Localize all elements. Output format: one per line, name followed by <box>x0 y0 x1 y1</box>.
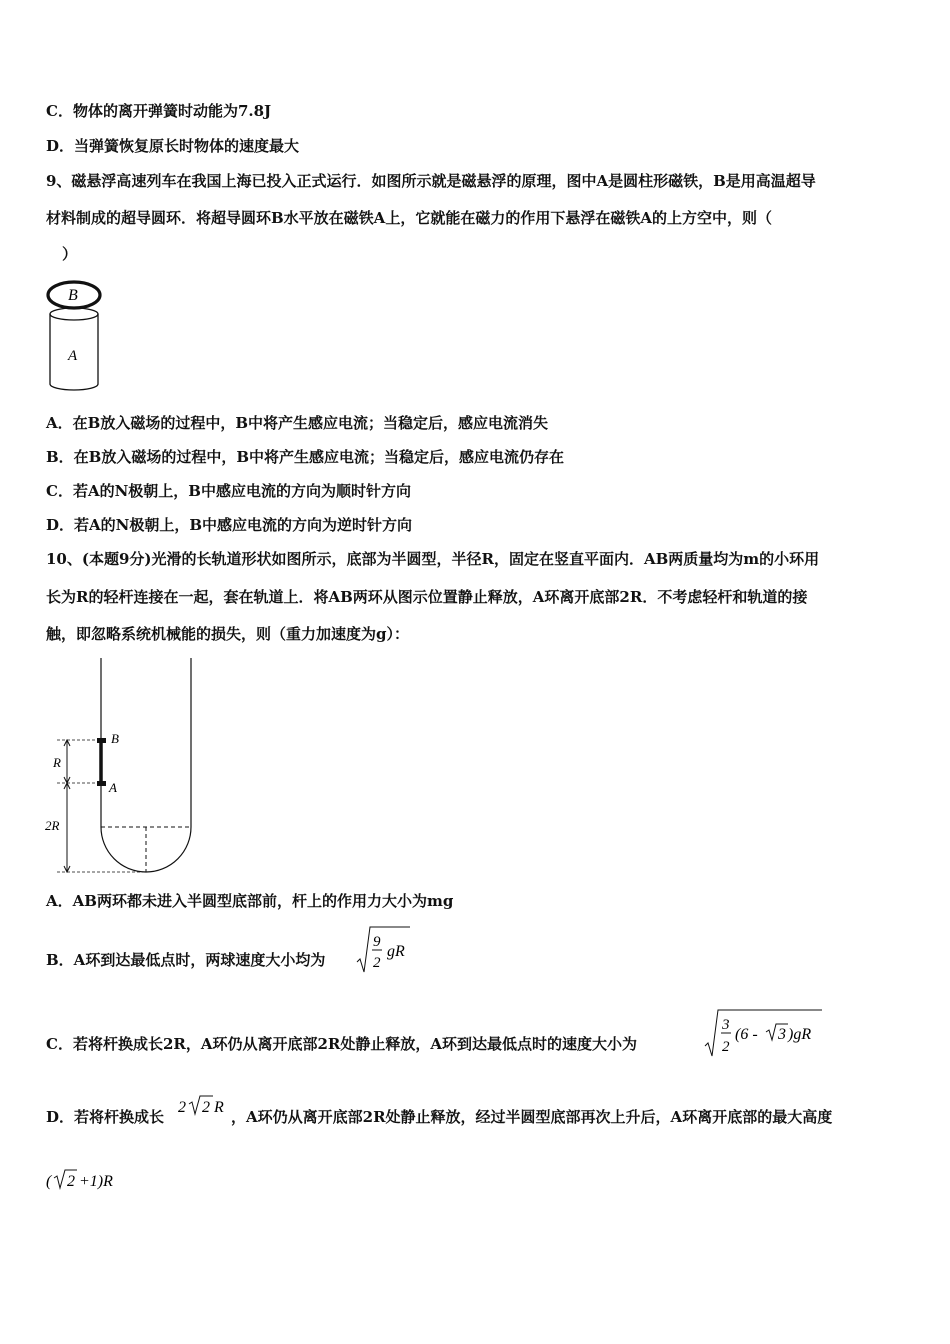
q9-magnet-figure <box>46 278 106 398</box>
ring-b-marker <box>97 738 106 743</box>
svg-text:(: ( <box>46 1173 52 1190</box>
q10-option-a: A．AB两环都未进入半圆型底部前，杆上的作用力大小为mg <box>46 892 454 910</box>
q10-option-c-formula <box>704 1006 828 1060</box>
q10-option-d-length <box>176 1092 240 1122</box>
q9-option-d: D．若A的N极朝上，B中感应电流的方向为逆时针方向 <box>46 516 413 534</box>
prev-option-c: C．物体的离开弹簧时动能为7.8J <box>46 102 272 120</box>
svg-text:3: 3 <box>722 1017 730 1033</box>
svg-text:R: R <box>214 1099 224 1116</box>
magnet-a-top <box>50 308 98 320</box>
q10-track-figure <box>40 656 210 881</box>
fig10-label-a: A <box>109 780 117 795</box>
svg-text:gR: gR <box>387 943 405 960</box>
fig10-label-2r: 2R <box>45 818 60 833</box>
q9-stem-line1: 9、磁悬浮高速列车在我国上海已投入正式运行．如图所示就是磁悬浮的原理，图中A是圆柱形磁铁，B是用高温超导 <box>46 172 816 190</box>
fig9-label-b: B <box>68 287 78 304</box>
fig9-label-a: A <box>68 348 78 364</box>
svg-text:2: 2 <box>202 1099 210 1116</box>
svg-text:2: 2 <box>373 955 381 971</box>
ring-a-marker <box>97 781 106 786</box>
q9-stem-line2: 材料制成的超导圆环．将超导圆环B水平放在磁铁A上，它就能在磁力的作用下悬浮在磁铁A的上方空中，则（ <box>46 209 772 227</box>
q10-option-b: B．A环到达最低点时，两球速度大小均为 <box>46 951 326 969</box>
prev-option-d: D．当弹簧恢复原长时物体的速度最大 <box>46 137 300 155</box>
q9-option-c: C．若A的N极朝上，B中感应电流的方向为顺时针方向 <box>46 482 411 500</box>
q9-option-a: A．在B放入磁场的过程中，B中将产生感应电流；当稳定后，感应电流消失 <box>46 414 548 432</box>
svg-text:2: 2 <box>67 1173 75 1190</box>
svg-text:+1)R: +1)R <box>79 1173 113 1190</box>
q10-option-b-formula <box>356 924 416 976</box>
q10-stem-line3: 触，即忽略系统机械能的损失，则（重力加速度为g）： <box>46 625 409 643</box>
q10-stem-line2: 长为R的轻杆连接在一起，套在轨道上．将AB两环从图示位置静止释放，A环离开底部2R．不考虑轻杆和轨道的接 <box>46 588 808 606</box>
svg-text:9: 9 <box>373 934 381 950</box>
svg-text:2: 2 <box>178 1099 186 1116</box>
svg-text:)gR: )gR <box>788 1026 812 1043</box>
svg-text:2: 2 <box>722 1039 730 1055</box>
q9-option-b: B．在B放入磁场的过程中，B中将产生感应电流；当稳定后，感应电流仍存在 <box>46 448 565 466</box>
svg-text:3: 3 <box>778 1026 786 1043</box>
q10-option-c: C．若将杆换成长2R，A环仍从离开底部2R处静止释放，A环到达最低点时的速度大小为 <box>46 1035 638 1053</box>
q10-option-d-answer <box>46 1164 136 1196</box>
svg-text:(6 -: (6 - <box>735 1026 758 1043</box>
q10-stem-line1: 10、(本题9分)光滑的长轨道形状如图所示，底部为半圆型，半径R，固定在竖直平面内．AB两质量均为m的小环用 <box>46 550 820 568</box>
fig10-label-b: B <box>111 731 119 746</box>
q9-stem-line3: ） <box>62 245 78 263</box>
fig10-label-r: R <box>53 755 61 770</box>
q10-option-d: D．若将杆换成长 ，A环仍从离开底部2R处静止释放，经过半圆型底部再次上升后，A环离开底部的最大高度 <box>46 1108 833 1126</box>
